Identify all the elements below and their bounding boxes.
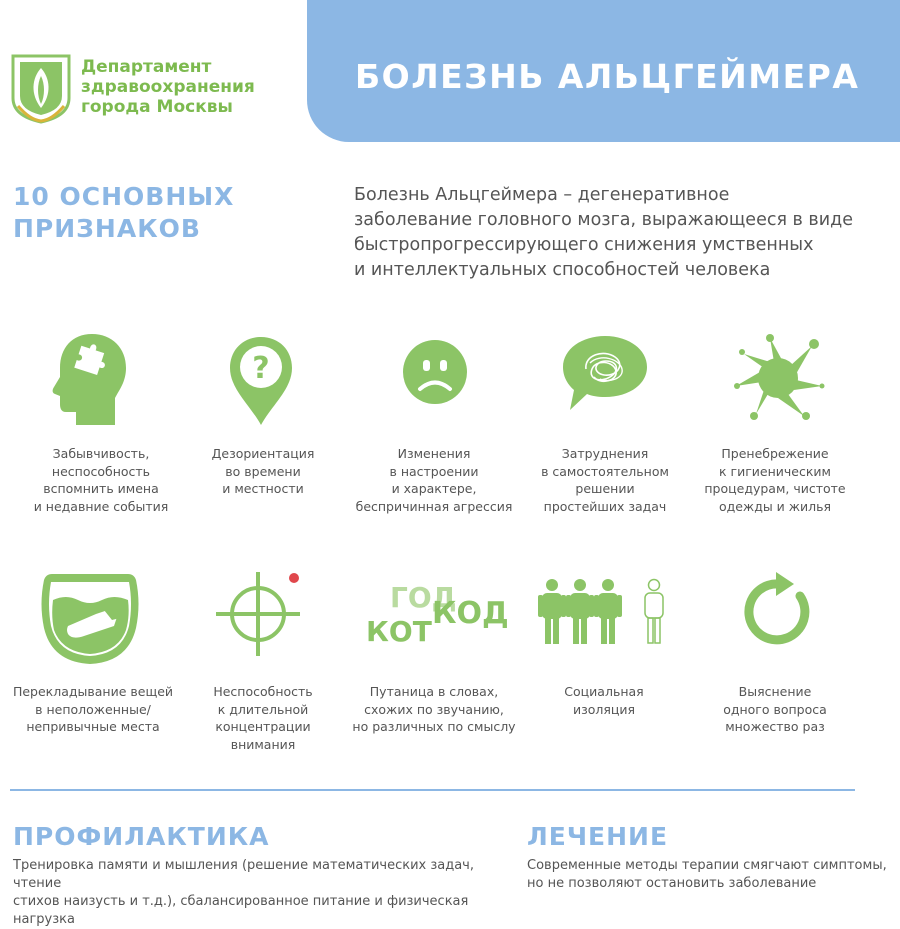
caption-line: Социальная bbox=[564, 684, 644, 699]
caption-line: в неположенные/ bbox=[35, 701, 151, 717]
isolated-person-icon bbox=[538, 578, 674, 646]
signs-heading-line: ПРИЗНАКОВ bbox=[13, 214, 201, 243]
sign-caption bbox=[510, 445, 700, 515]
caption-line: Затруднения bbox=[561, 446, 649, 461]
head-puzzle-icon bbox=[50, 332, 130, 427]
sad-face-icon bbox=[401, 338, 469, 406]
sock-in-fishbowl-icon bbox=[38, 570, 142, 666]
caption-line: концентрации bbox=[215, 719, 311, 734]
confused-words-icon bbox=[362, 575, 509, 649]
question-pin-icon bbox=[228, 335, 294, 427]
definition-line: заболевание головного мозга, выражающееся в виде bbox=[354, 210, 853, 230]
sign-caption bbox=[680, 683, 870, 736]
tangled-speech-bubble-icon bbox=[560, 333, 650, 413]
caption-line: Неспособность bbox=[213, 684, 313, 699]
caption-line: и местности bbox=[222, 481, 304, 496]
caption-line: беспричинная агрессия bbox=[355, 498, 513, 514]
sign-caption bbox=[0, 683, 188, 736]
prevention-line: Тренировка памяти и мышления (решение математических задач, чтение bbox=[13, 858, 474, 891]
word-kod: КОД bbox=[432, 596, 509, 631]
department-line: здравоохранения bbox=[81, 77, 255, 97]
sign-caption bbox=[680, 445, 870, 515]
caption-line: Пренебрежение bbox=[721, 446, 829, 461]
caption-line: Выяснение bbox=[738, 684, 812, 699]
definition-line: и интеллектуальных способностей человека bbox=[354, 260, 771, 280]
word-kot: КОТ bbox=[366, 615, 432, 648]
department-name bbox=[81, 57, 255, 117]
prevention-line: стихов наизусть и т.д.), сбалансированное питание и физическая нагрузка bbox=[13, 894, 469, 927]
crosshair-icon bbox=[214, 570, 304, 658]
caption-line: одного вопроса bbox=[723, 701, 827, 717]
disease-definition bbox=[354, 183, 894, 283]
department-line: Департамент bbox=[81, 57, 212, 77]
definition-line: Болезнь Альцгеймера – дегенеративное bbox=[354, 185, 730, 205]
sign-caption bbox=[168, 683, 358, 753]
caption-line: Перекладывание вещей bbox=[12, 684, 174, 699]
caption-line: решении bbox=[575, 481, 635, 496]
caption-line: Дезориентация bbox=[211, 446, 315, 461]
sign-caption bbox=[168, 445, 358, 498]
caption-line: к длительной bbox=[217, 701, 309, 717]
caption-line: внимания bbox=[230, 736, 296, 752]
caption-line: процедурам, чистоте bbox=[704, 481, 846, 496]
treatment-line: Современные методы терапии смягчают симптомы, bbox=[527, 858, 887, 873]
repeat-arrow-icon bbox=[740, 570, 812, 648]
title-banner bbox=[307, 0, 900, 142]
caption-line: непривычные места bbox=[26, 719, 160, 734]
prevention-heading: ПРОФИЛАКТИКА bbox=[13, 822, 270, 851]
moscow-health-department-emblem bbox=[10, 54, 72, 124]
sign-caption bbox=[339, 683, 529, 736]
splat-icon bbox=[734, 334, 824, 420]
caption-line: Забывчивость, bbox=[52, 446, 150, 461]
page-title: БОЛЕЗНЬ АЛЬЦГЕЙМЕРА bbox=[355, 57, 860, 96]
sign-caption bbox=[509, 683, 699, 718]
word-god: ГОД bbox=[390, 581, 457, 614]
prevention-text bbox=[13, 857, 503, 929]
caption-line: к гигиеническим bbox=[719, 463, 831, 479]
signs-heading-line: 10 ОСНОВНЫХ bbox=[13, 182, 235, 211]
caption-line: Путаница в словах, bbox=[369, 684, 499, 699]
caption-line: и характере, bbox=[391, 481, 477, 496]
sign-caption bbox=[339, 445, 529, 515]
caption-line: изоляция bbox=[572, 701, 636, 717]
signs-heading bbox=[13, 181, 234, 245]
treatment-text bbox=[527, 857, 897, 893]
treatment-heading: ЛЕЧЕНИЕ bbox=[527, 822, 669, 851]
caption-line: простейших задач bbox=[543, 498, 667, 514]
caption-line: но различных по смыслу bbox=[352, 719, 516, 734]
svg-text:?: ? bbox=[252, 351, 270, 386]
section-divider bbox=[10, 789, 855, 791]
caption-line: неспособность bbox=[51, 463, 151, 479]
caption-line: схожих по звучанию, bbox=[364, 701, 504, 717]
caption-line: вспомнить имена bbox=[43, 481, 159, 496]
caption-line: во времени bbox=[225, 463, 301, 479]
caption-line: одежды и жилья bbox=[718, 498, 832, 514]
department-line: города Москвы bbox=[81, 97, 233, 117]
caption-line: в самостоятельном bbox=[541, 463, 669, 479]
treatment-line: но не позволяют остановить заболевание bbox=[527, 876, 817, 891]
caption-line: множество раз bbox=[725, 719, 825, 734]
caption-line: Изменения bbox=[397, 446, 471, 461]
caption-line: и недавние события bbox=[33, 498, 169, 514]
caption-line: в настроении bbox=[389, 463, 479, 479]
definition-line: быстропрогрессирующего снижения умственных bbox=[354, 235, 814, 255]
